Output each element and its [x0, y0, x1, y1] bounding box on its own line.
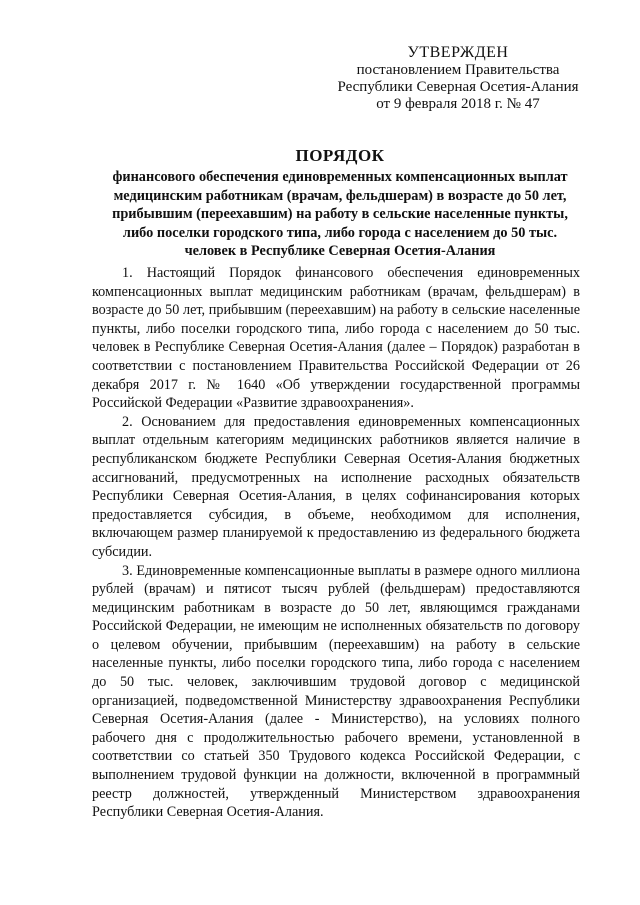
paragraph-1: 1. Настоящий Порядок финансового обеспечения единовременных компенсационных выплат медицинским работникам (врачам, фельдшерам) в возрасте до 50 лет, прибывшим (переехавшим) на работу в сельские населенные пункты, либо поселки городского типа, либо города с населением до 50 тыс. человек в Республике Северная Осетия-Алания (далее – Порядок) разработан в соответствии с постановлением Правительства Российской Федерации от 26 декабря 2017 г. № 1640 «Об утверждении государственной программы Российской Федерации «Развитие здравоохранения».: [92, 265, 580, 412]
subtitle-line: либо поселки городского типа, либо города с населением до 50 тыс.: [122, 224, 558, 241]
document-subtitle: [80, 168, 600, 261]
paragraph-2: 2. Основанием для предоставления единовременных компенсационных выплат отдельным категориям медицинских работников является наличие в республиканском бюджете Республики Северная Осетия-Алания бюджетных ассигнований, предусмотренных на исполнение расходных обязательств Республики Северная Осетия-Алания, в целях софинансирования которых предоставляется субсидия, в объеме, необходимом для исполнения, включающем размер планируемой к предоставлению из федерального бюджета субсидии.: [92, 413, 580, 560]
document-body: [92, 264, 580, 822]
document-title: ПОРЯДОК: [295, 146, 385, 165]
subtitle-line: человек в Республике Северная Осетия-Алания: [184, 243, 496, 259]
approval-stamp: [318, 44, 598, 113]
subtitle-line: медицинским работникам (врачам, фельдшерам) в возрасте до 50 лет,: [113, 187, 567, 204]
approval-line-2: Республики Северная Осетия-Алания: [337, 79, 579, 95]
approval-line-3: от 9 февраля 2018 г. № 47: [376, 96, 540, 112]
subtitle-line: финансового обеспечения единовременных компенсационных выплат: [112, 169, 568, 185]
paragraph-3: 3. Единовременные компенсационные выплаты в размере одного миллиона рублей (врачам) и пятисот тысяч рублей (фельдшерам) предоставляются медицинским работникам в возрасте до 50 лет, являющимся гражданами Российской Федерации, не имеющим не исполненных обязательств по договору о целевом обучении, прибывшим (переехавшим) на работу в сельские населенные пункты, либо поселки городского типа, либо города с населением до 50 тыс. человек, заключившим трудовой договор с медицинской организацией, подведомственной Министерству здравоохранения Республики Северная Осетия-Алания (далее - Министерство), на условиях полного рабочего дня с продолжительностью рабочего времени, установленной в соответствии со статьей 350 Трудового кодекса Российской Федерации, с выполнением трудовой функции на должности, включенной в программный реестр должностей, утвержденный Министерством здравоохранения Республики Северная Осетия-Алания.: [92, 562, 580, 821]
subtitle-line: прибывшим (переехавшим) на работу в сельские населенные пункты,: [112, 206, 568, 222]
approval-line-1: постановлением Правительства: [356, 62, 560, 78]
approval-heading: УТВЕРЖДЕН: [407, 44, 509, 61]
